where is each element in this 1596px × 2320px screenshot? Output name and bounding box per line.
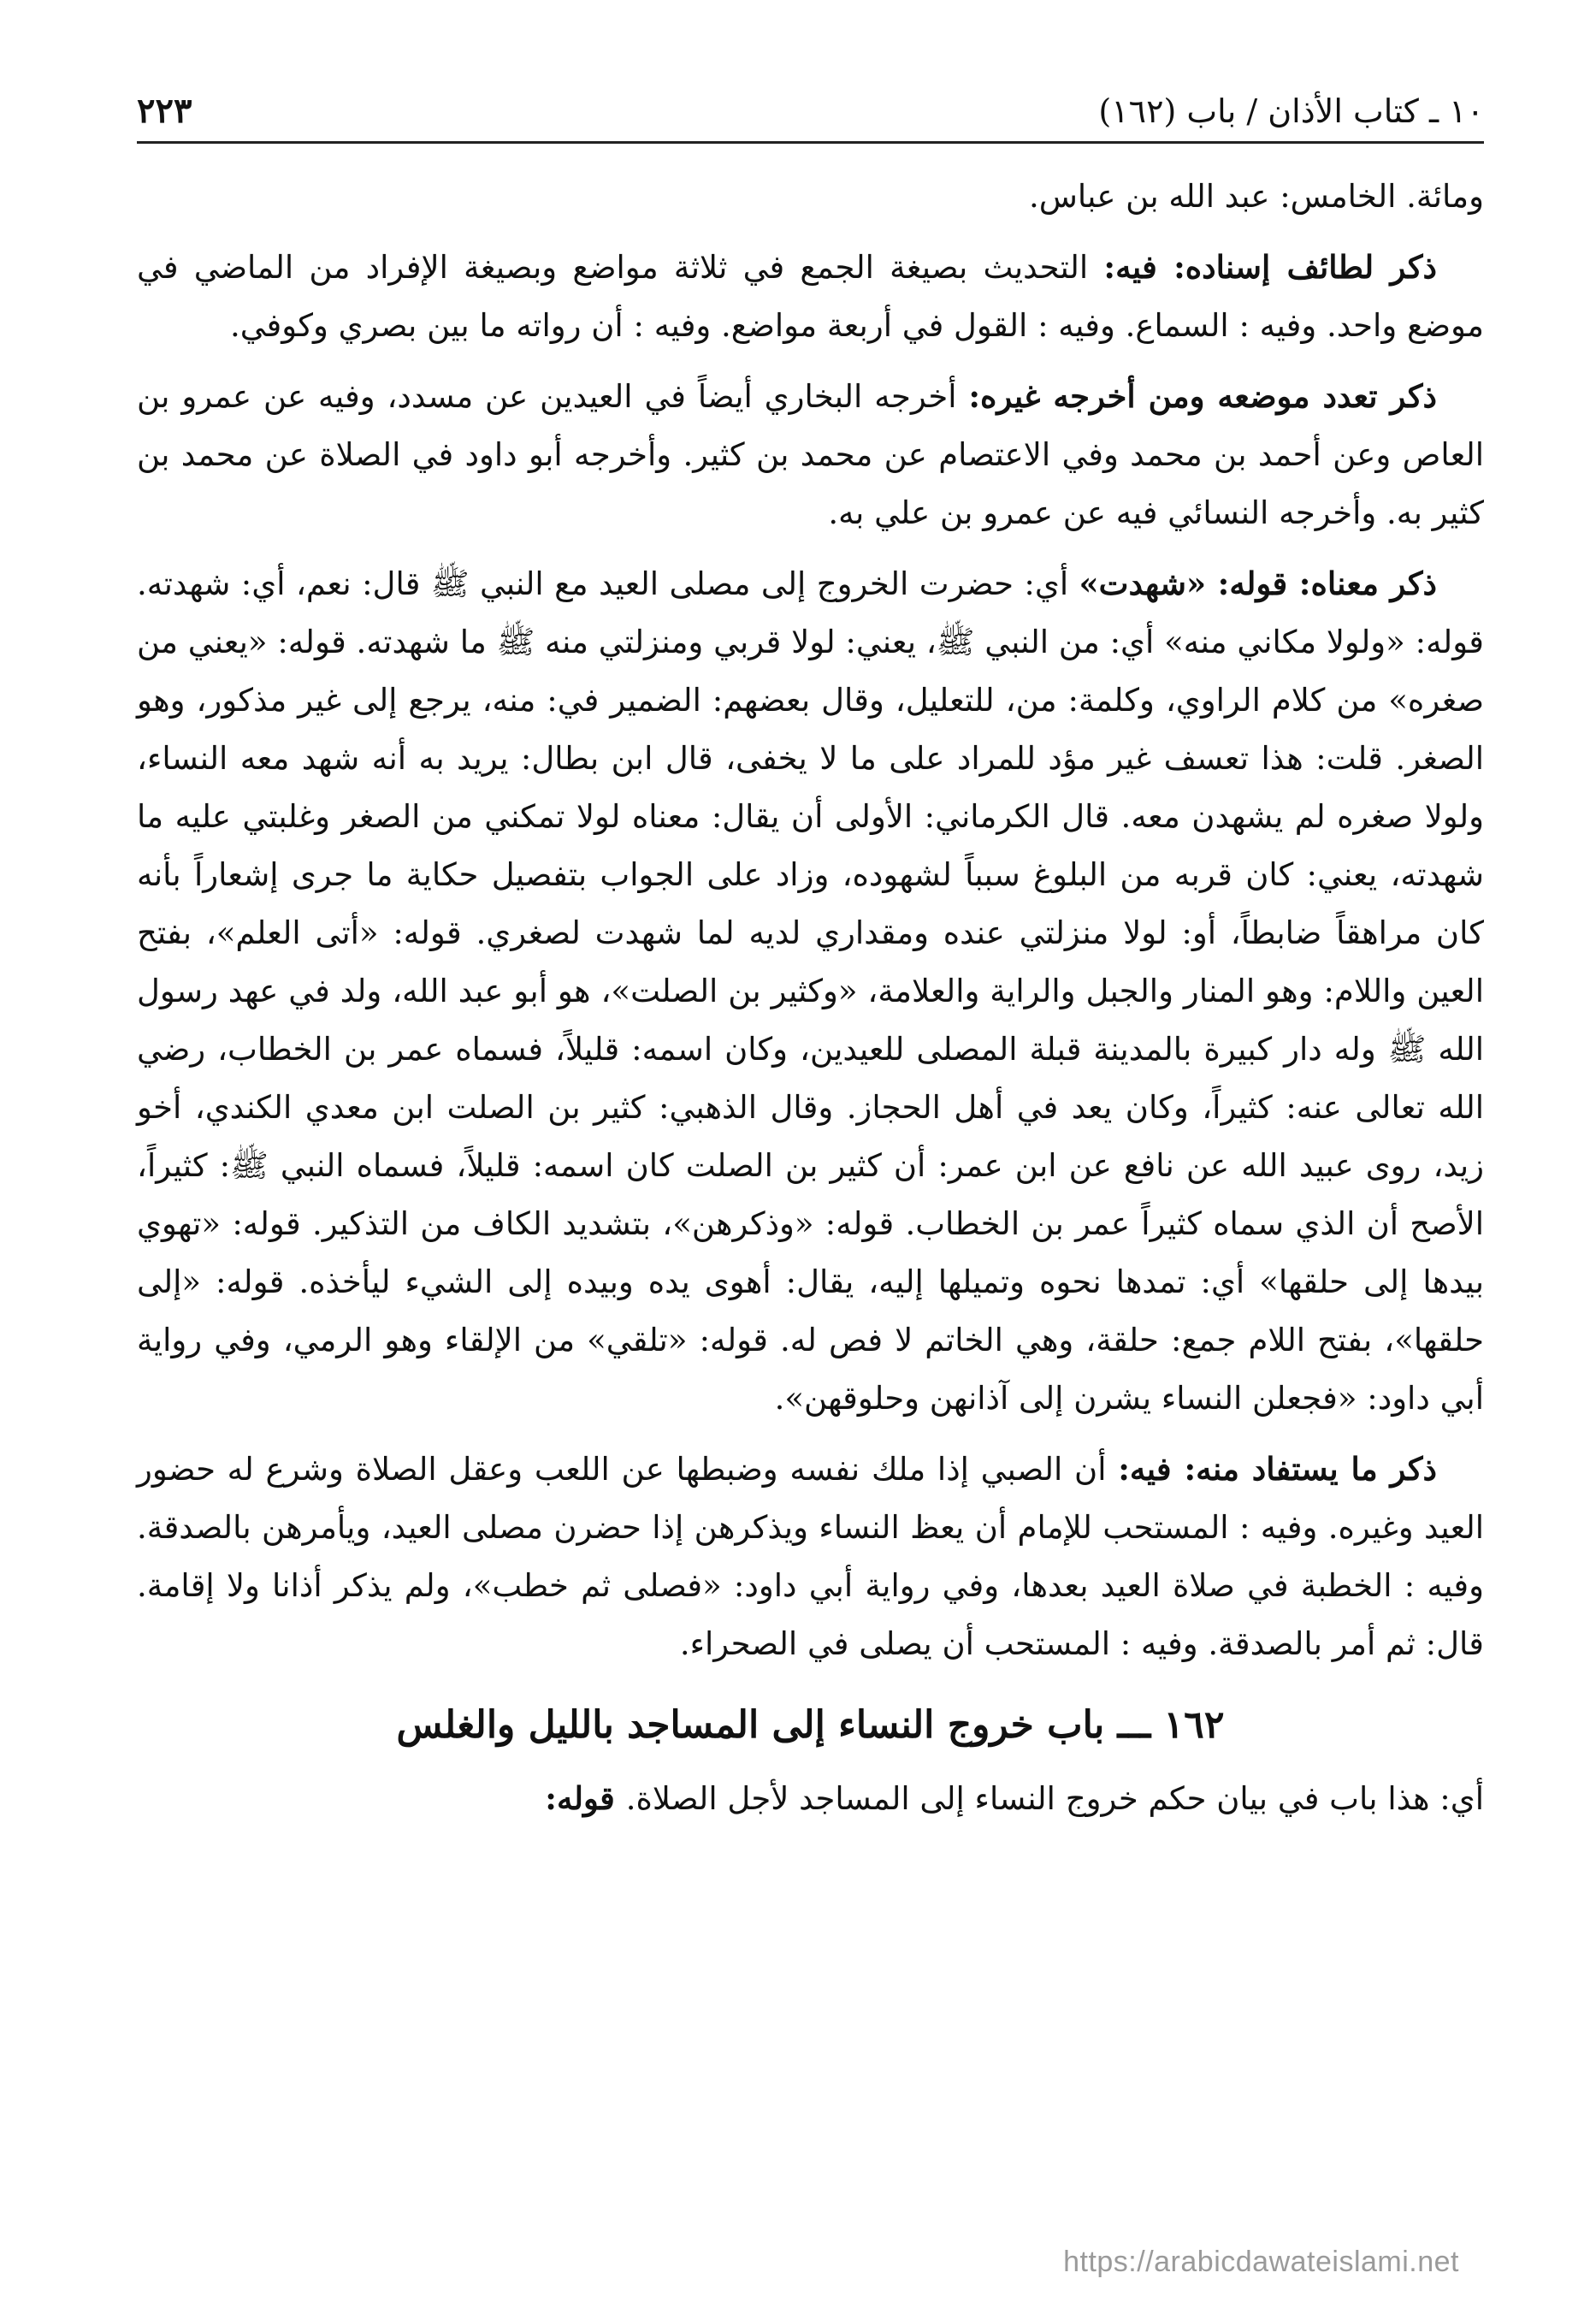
page-body (137, 144, 1484, 1828)
paragraph-narrator (137, 168, 1484, 226)
paragraph-text: أي: هذا باب في بيان حكم خروج النساء إلى المساجد لأجل الصلاة. (625, 1780, 1484, 1817)
section-heading: ذكر تعدد موضعه ومن أخرجه غيره: (968, 377, 1437, 415)
chapter-heading (137, 1687, 1484, 1764)
watermark-url: https://arabicdawateislami.net (1063, 2246, 1459, 2278)
section-heading: ذكر معناه: قوله: «شهدت» (1079, 565, 1437, 602)
chapter-dash: ـــ (1104, 1703, 1151, 1747)
chapter-number: ١٦٢ (1163, 1703, 1225, 1747)
paragraph-text: التحديث بصيغة الجمع في ثلاثة مواضع وبصيغة الإفراد من الماضي في موضع واحد. وفيه : السماع. وفيه : القول في أربعة مواضع. وفيه : أن رواته ما بين بصري وكوفي. (137, 249, 1484, 344)
chapter-title: باب خروج النساء إلى المساجد بالليل والغلس (396, 1703, 1105, 1747)
paragraph-benefits (137, 1440, 1484, 1673)
paragraph-meaning (137, 554, 1484, 1428)
running-header (137, 81, 1484, 144)
section-heading: ذكر لطائف إسناده: فيه: (1103, 248, 1437, 286)
paragraph-text: ومائة. الخامس: عبد الله بن عباس. (1028, 178, 1484, 215)
paragraph-text: أي: حضرت الخروج إلى مصلى العيد مع النبي ﷺ قال: نعم، أي: شهدته. قوله: «ولولا مكاني منه» أي: من النبي ﷺ، يعني: لولا قربي ومنزلتي منه ﷺ ما شهدته. قوله: «يعني من صغره» من كلام الراوي، وكلمة: من، للتعليل، وقال بعضهم: الضمير في: منه، يرجع إلى غير مذكور، وهو الصغر. قلت: هذا تعسف غير مؤد للمراد على ما لا يخفى، قال ابن بطال: يريد به أنه شهد معه النساء، ولولا صغره لم يشهدن معه. قال الكرماني: الأولى أن يقال: معناه لولا تمكني من الصغر وغلبتي عليه ما شهدته، يعني: كان قربه من البلوغ سبباً لشهوده، وزاد على الجواب بتفصيل حكاية ما جرى إشعاراً بأنه كان مراهقاً ضابطاً، أو: لولا منزلتي عنده ومقداري لديه لما شهدت لصغري. قوله: «أتى العلم»، بفتح العين واللام: وهو المنار والجبل والراية والعلامة، «وكثير بن الصلت»، هو أبو عبد الله، ولد في عهد رسول الله ﷺ وله دار كبيرة بالمدينة قبلة المصلى للعيدين، وكان اسمه: قليلاً، فسماه عمر بن الخطاب، رضي الله تعالى عنه: كثيراً، وكان يعد في أهل الحجاز. وقال الذهبي: كثير بن الصلت ابن معدي الكندي، أخو زيد، روى عبيد الله عن نافع عن ابن عمر: أن كثير بن الصلت كان اسمه: قليلاً، فسماه النبي ﷺ: كثيراً، الأصح أن الذي سماه كثيراً عمر بن الخطاب. قوله: «وذكرهن»، بتشديد الكاف من التذكير. قوله: «تهوي بيدها إلى حلقها» أي: تمدها نحوه وتميلها إليه، يقال: أهوى يده وبيده إلى الشيء ليأخذه. قوله: «إلى حلقها»، بفتح اللام جمع: حلقة، وهي الخاتم لا فص له. قوله: «تلقي» من الإلقاء وهو الرمي، وفي رواية أبي داود: «فجعلن النساء يشرن إلى آذانهن وحلوقهن». (137, 565, 1484, 1417)
paragraph-text: أخرجه البخاري أيضاً في العيدين عن مسدد، وفيه عن عمرو بن العاص وعن أحمد بن محمد وفي الاعتصام عن محمد بن كثير. وأخرجه أبو داود في الصلاة عن محمد بن كثير به. وأخرجه النسائي فيه عن عمرو بن علي به. (137, 378, 1484, 531)
section-heading: قوله: (545, 1779, 626, 1817)
book-page (137, 81, 1484, 2271)
paragraph-chapter-intro (137, 1769, 1484, 1828)
section-heading: ذكر ما يستفاد منه: فيه: (1118, 1450, 1437, 1488)
paragraph-isnad (137, 238, 1484, 355)
header-title: ١٠ ـ كتاب الأذان / باب (١٦٢) (1098, 92, 1484, 130)
paragraph-text: أن الصبي إذا ملك نفسه وضبطها عن اللعب وعقل الصلاة وشرع له حضور العيد وغيره. وفيه : المستحب للإمام أن يعظ النساء ويذكرهن إذا حضرن مصلى العيد، ويأمرهن بالصدقة. وفيه : الخطبة في صلاة العيد بعدها، وفي رواية أبي داود: «فصلى ثم خطب»، ولم يذكر أذانا ولا إقامة. قال: ثم أمر بالصدقة. وفيه : المستحب أن يصلى في الصحراء. (137, 1451, 1484, 1662)
paragraph-takhrij (137, 367, 1484, 542)
page-number: ٢٢٣ (137, 91, 192, 131)
